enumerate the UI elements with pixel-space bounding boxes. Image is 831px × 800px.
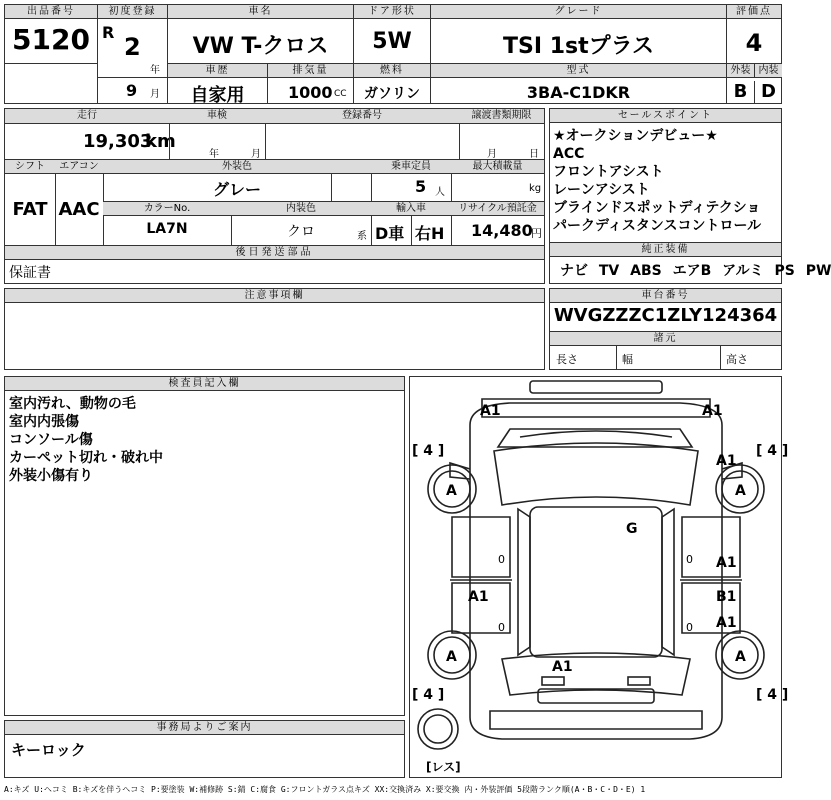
mark-right-door: A1 — [716, 555, 737, 571]
equipment-item: ナビ — [560, 263, 599, 279]
tire-front-right: [ 4 ] — [756, 443, 789, 459]
equipment-item: PS — [774, 263, 806, 279]
inspector-note-item: 室内汚れ、動物の毛 — [9, 396, 136, 412]
tire-front-left: [ 4 ] — [412, 443, 445, 459]
sales-point-item: フロントアシスト — [553, 164, 664, 180]
equipment-item: TV — [598, 263, 631, 279]
ext-color-value: グレー — [212, 180, 261, 199]
car-name: VW T-クロス — [192, 34, 329, 59]
model-cell: 型式 3BA-C1DKR — [431, 63, 727, 103]
color-no-value: LA7N — [146, 221, 188, 237]
inspector-list — [9, 395, 163, 485]
mark-front-left: A1 — [480, 403, 501, 419]
ext-score: B — [733, 81, 748, 102]
car-diagram — [410, 377, 789, 777]
shift-value: FAT — [12, 199, 48, 220]
aircon-value: AAC — [58, 199, 100, 220]
sales-point-item: レーンアシスト — [553, 182, 650, 198]
spare-tire-label: [レス] — [426, 760, 461, 774]
car-diagram-box — [409, 376, 789, 778]
recycle-value: 14,480 — [471, 221, 533, 240]
mark-zero-2: 0 — [686, 553, 693, 566]
sales-point-item: ブラインドスポットディテクショ — [553, 200, 761, 216]
doors-value: 5W — [372, 29, 412, 54]
lot-label: 出品番号 — [5, 5, 97, 19]
mark-left-door: A1 — [468, 589, 489, 605]
mark-right-quarter: A1 — [716, 615, 737, 631]
equipment-item: アルミ — [722, 263, 775, 279]
grade-value: TSI 1stプラス — [503, 34, 654, 59]
doors-cell: ドア形状 5W — [354, 5, 431, 63]
displacement-cell: 排気量 1000 CC — [268, 63, 354, 103]
equipment-item: エアB — [672, 263, 723, 279]
later-parts-value: 保証書 — [9, 265, 51, 281]
model-value: 3BA-C1DKR — [526, 83, 631, 102]
grade-cell: グレード TSI 1stプラス — [431, 5, 727, 63]
inspector-note-item: 外装小傷有り — [9, 468, 93, 484]
mark-zero-4: 0 — [686, 621, 693, 634]
sales-point-item: パークディスタンスコントロール — [553, 218, 762, 234]
chassis-box: 車台番号 WVGZZZC1ZLY124364 諸元 長さ 幅 高さ — [549, 288, 782, 370]
fuel-value: ガソリン — [364, 86, 420, 102]
score-cell: 評価点 4 外装 内装 B D — [727, 5, 781, 103]
mark-roof: G — [626, 521, 638, 537]
mark-wheel-rr: A — [735, 649, 746, 665]
notes-box: 注意事項欄 — [4, 288, 545, 370]
inspector-box: 検査員記入欄 室内汚れ、動物の毛 室内内張傷 コンソール傷 カーペット切れ・破れ中 外装小傷有り — [4, 376, 405, 716]
capacity-value: 5 — [415, 177, 427, 196]
mark-wheel-fl: A — [446, 483, 457, 499]
equipment-list — [560, 260, 831, 280]
era: R — [102, 23, 115, 42]
chassis-number: WVGZZZC1ZLY124364 — [553, 305, 778, 326]
int-score: D — [754, 81, 782, 103]
mark-wheel-rl: A — [446, 649, 457, 665]
reg-year: 2 — [124, 33, 141, 61]
displacement-value: 1000 — [288, 83, 333, 102]
int-color-value: クロ — [287, 224, 315, 240]
reg-month: 9 — [126, 81, 138, 100]
import-value-2: 右H — [415, 224, 445, 243]
first-reg-cell: 初度登録 R 2 年 9 月 — [98, 5, 168, 103]
office-value: キーロック — [11, 741, 86, 759]
mark-zero-1: 0 — [498, 553, 505, 566]
lot-number: 5120 — [12, 23, 90, 56]
tire-rear-left: [ 4 ] — [412, 687, 445, 703]
office-box: 事務局よりご案内 キーロック — [4, 720, 405, 778]
mileage-value: 19,303 — [83, 131, 153, 152]
header-table — [4, 4, 782, 104]
score-value: 4 — [745, 29, 763, 57]
inspector-note-item: コンソール傷 — [9, 432, 93, 448]
mark-rear: A1 — [552, 659, 573, 675]
mark-right-rear-door: B1 — [716, 589, 737, 605]
car-name-cell: 車名 VW T-クロス — [168, 5, 354, 63]
inspector-note-item: カーペット切れ・破れ中 — [9, 450, 163, 466]
equipment-item: ABS — [630, 263, 673, 279]
history-value: 自家用 — [190, 85, 245, 106]
sales-point-item: ACC — [553, 146, 585, 162]
first-reg-label: 初度登録 — [98, 5, 167, 19]
mark-front-right: A1 — [702, 403, 723, 419]
legend: A:キズ U:ヘコミ B:キズを伴うヘコミ P:要塗装 W:補修跡 S:錆 C:腐食 G:フロントガラス点キズ XX:交換済み X:要交換 内・外装評価 5段階ランク順(A・B・C・D・E) 1 — [4, 785, 646, 794]
lot-cell — [5, 5, 98, 63]
import-value-1: D車 — [375, 224, 405, 243]
sales-points-list — [553, 127, 761, 235]
mark-right-fender: A1 — [716, 453, 737, 469]
mark-wheel-fr: A — [735, 483, 746, 499]
inspector-note-item: 室内内張傷 — [9, 414, 79, 430]
history-cell: 車歴 自家用 — [168, 63, 268, 103]
tire-rear-right: [ 4 ] — [756, 687, 789, 703]
spec-table: 走行 車検 登録番号 譲渡書類期限 19,303 km 年 月 月 日 シフト エアコン 外装色 乗車定員 最大積載量 FAT AAC グレー 5 人 kg カラーNo. 内装色 輸入車 リサイクル預託金 LA7N クロ 系 D車 右H 14,480 円 後日発送部品 保証書 — [4, 108, 545, 284]
mark-zero-3: 0 — [498, 621, 505, 634]
fuel-cell: 燃料 ガソリン — [354, 63, 431, 103]
sales-point-item: ★オークションデビュー★ — [553, 128, 718, 144]
sales-points-box: セールスポイント ★オークションデビュー★ ACC フロントアシスト レーンアシスト ブラインドスポットディテクショ パークディスタンスコントロール 純正装備 ナビ TV ABS エアB アルミ PS PW — [549, 108, 782, 284]
equipment-item: PW — [805, 263, 831, 279]
